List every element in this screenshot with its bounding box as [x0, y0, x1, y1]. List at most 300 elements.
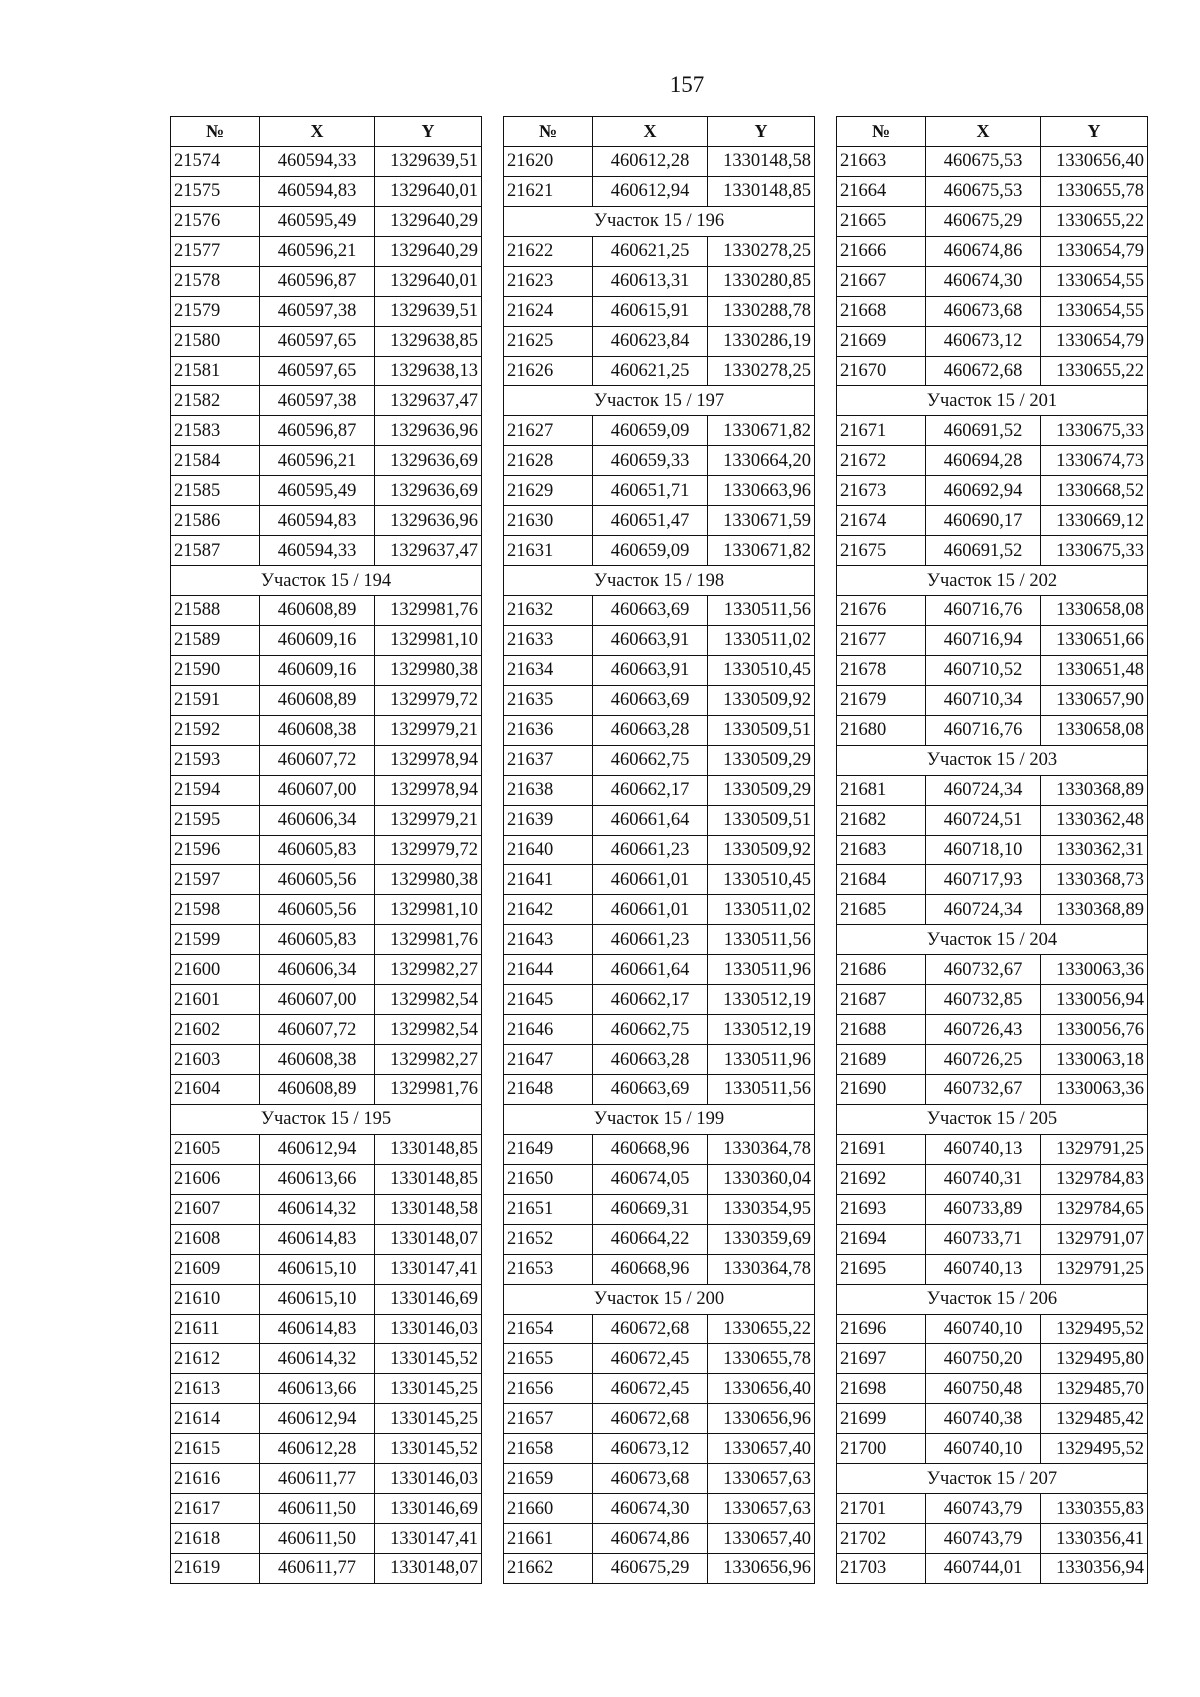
x-coordinate: 460743,79 — [926, 1494, 1041, 1524]
table-row — [171, 805, 482, 835]
section-title: Участок 15 / 201 — [837, 386, 1148, 416]
table-row — [837, 1344, 1148, 1374]
y-coordinate: 1330674,73 — [1041, 446, 1148, 476]
point-number: 21666 — [837, 236, 926, 266]
y-coordinate: 1329979,72 — [375, 835, 482, 865]
point-number: 21692 — [837, 1164, 926, 1194]
y-coordinate: 1330145,25 — [375, 1374, 482, 1404]
y-coordinate: 1330654,55 — [1041, 266, 1148, 296]
x-coordinate: 460612,94 — [593, 176, 708, 206]
point-number: 21576 — [171, 206, 260, 236]
section-row — [837, 1464, 1148, 1494]
table-row — [837, 1494, 1148, 1524]
x-coordinate: 460668,96 — [593, 1254, 708, 1284]
coords-table — [503, 116, 815, 1584]
y-coordinate: 1330148,85 — [375, 1134, 482, 1164]
y-coordinate: 1330368,89 — [1041, 775, 1148, 805]
x-coordinate: 460614,83 — [260, 1224, 375, 1254]
point-number: 21688 — [837, 1015, 926, 1045]
point-number: 21690 — [837, 1075, 926, 1105]
y-coordinate: 1329979,72 — [375, 685, 482, 715]
table-row — [171, 835, 482, 865]
table-row — [171, 955, 482, 985]
coords-table — [170, 116, 482, 1584]
y-coordinate: 1330288,78 — [708, 296, 815, 326]
point-number: 21678 — [837, 655, 926, 685]
y-coordinate: 1329791,07 — [1041, 1224, 1148, 1254]
point-number: 21680 — [837, 715, 926, 745]
coords-column-3 — [836, 116, 1148, 1584]
x-coordinate: 460662,75 — [593, 1015, 708, 1045]
table-row — [504, 1194, 815, 1224]
section-title: Участок 15 / 200 — [504, 1284, 815, 1314]
table-row — [504, 1374, 815, 1404]
x-coordinate: 460662,17 — [593, 985, 708, 1015]
x-coordinate: 460597,65 — [260, 326, 375, 356]
x-coordinate: 460710,34 — [926, 685, 1041, 715]
y-coordinate: 1329640,29 — [375, 236, 482, 266]
y-coordinate: 1330148,07 — [375, 1224, 482, 1254]
page-number: 157 — [669, 72, 705, 97]
table-row — [837, 625, 1148, 655]
section-row — [504, 386, 815, 416]
y-coordinate: 1330675,33 — [1041, 416, 1148, 446]
table-row — [504, 835, 815, 865]
x-coordinate: 460597,65 — [260, 356, 375, 386]
x-coordinate: 460597,38 — [260, 386, 375, 416]
x-coordinate: 460611,50 — [260, 1494, 375, 1524]
point-number: 21605 — [171, 1134, 260, 1164]
header-num: № — [504, 117, 593, 147]
table-row — [837, 326, 1148, 356]
point-number: 21595 — [171, 805, 260, 835]
header-num: № — [837, 117, 926, 147]
y-coordinate: 1330655,78 — [1041, 176, 1148, 206]
table-row — [504, 266, 815, 296]
point-number: 21648 — [504, 1075, 593, 1105]
table-row — [171, 1434, 482, 1464]
point-number: 21625 — [504, 326, 593, 356]
point-number: 21650 — [504, 1164, 593, 1194]
x-coordinate: 460716,94 — [926, 625, 1041, 655]
x-coordinate: 460726,43 — [926, 1015, 1041, 1045]
table-row — [171, 865, 482, 895]
table-row — [171, 1164, 482, 1194]
y-coordinate: 1329636,69 — [375, 446, 482, 476]
y-coordinate: 1329982,54 — [375, 985, 482, 1015]
y-coordinate: 1330657,63 — [708, 1494, 815, 1524]
x-coordinate: 460596,21 — [260, 236, 375, 266]
x-coordinate: 460615,10 — [260, 1284, 375, 1314]
point-number: 21583 — [171, 416, 260, 446]
table-row — [837, 865, 1148, 895]
x-coordinate: 460594,83 — [260, 176, 375, 206]
x-coordinate: 460615,91 — [593, 296, 708, 326]
x-coordinate: 460675,53 — [926, 146, 1041, 176]
y-coordinate: 1330512,19 — [708, 985, 815, 1015]
x-coordinate: 460740,38 — [926, 1404, 1041, 1434]
x-coordinate: 460733,89 — [926, 1194, 1041, 1224]
x-coordinate: 460613,31 — [593, 266, 708, 296]
point-number: 21644 — [504, 955, 593, 985]
table-row — [171, 356, 482, 386]
table-row — [504, 655, 815, 685]
point-number: 21598 — [171, 895, 260, 925]
y-coordinate: 1330148,07 — [375, 1554, 482, 1584]
x-coordinate: 460674,86 — [926, 236, 1041, 266]
table-row — [504, 685, 815, 715]
header-x: X — [926, 117, 1041, 147]
point-number: 21587 — [171, 536, 260, 566]
point-number: 21679 — [837, 685, 926, 715]
table-row — [504, 356, 815, 386]
y-coordinate: 1330509,92 — [708, 685, 815, 715]
point-number: 21632 — [504, 596, 593, 626]
point-number: 21580 — [171, 326, 260, 356]
x-coordinate: 460594,33 — [260, 536, 375, 566]
x-coordinate: 460716,76 — [926, 715, 1041, 745]
y-coordinate: 1330656,96 — [708, 1554, 815, 1584]
table-row — [837, 775, 1148, 805]
table-row — [504, 1075, 815, 1105]
table-row — [171, 1075, 482, 1105]
table-row — [504, 1434, 815, 1464]
x-coordinate: 460661,64 — [593, 805, 708, 835]
table-row — [837, 955, 1148, 985]
point-number: 21655 — [504, 1344, 593, 1374]
x-coordinate: 460661,23 — [593, 925, 708, 955]
y-coordinate: 1330286,19 — [708, 326, 815, 356]
point-number: 21574 — [171, 146, 260, 176]
y-coordinate: 1329639,51 — [375, 296, 482, 326]
y-coordinate: 1330509,29 — [708, 745, 815, 775]
x-coordinate: 460661,01 — [593, 865, 708, 895]
y-coordinate: 1330145,52 — [375, 1434, 482, 1464]
table-row — [837, 895, 1148, 925]
header-num: № — [171, 117, 260, 147]
point-number: 21623 — [504, 266, 593, 296]
y-coordinate: 1329495,80 — [1041, 1344, 1148, 1374]
x-coordinate: 460694,28 — [926, 446, 1041, 476]
y-coordinate: 1330664,20 — [708, 446, 815, 476]
x-coordinate: 460594,33 — [260, 146, 375, 176]
table-row — [504, 1314, 815, 1344]
table-row — [504, 715, 815, 745]
x-coordinate: 460663,69 — [593, 685, 708, 715]
table-row — [504, 1494, 815, 1524]
point-number: 21684 — [837, 865, 926, 895]
y-coordinate: 1330355,83 — [1041, 1494, 1148, 1524]
section-title: Участок 15 / 205 — [837, 1104, 1148, 1134]
point-number: 21670 — [837, 356, 926, 386]
point-number: 21695 — [837, 1254, 926, 1284]
point-number: 21577 — [171, 236, 260, 266]
point-number: 21649 — [504, 1134, 593, 1164]
table-row — [504, 176, 815, 206]
x-coordinate: 460621,25 — [593, 236, 708, 266]
table-row — [504, 1524, 815, 1554]
x-coordinate: 460607,00 — [260, 775, 375, 805]
point-number: 21683 — [837, 835, 926, 865]
section-title: Участок 15 / 202 — [837, 566, 1148, 596]
table-row — [504, 1045, 815, 1075]
point-number: 21682 — [837, 805, 926, 835]
x-coordinate: 460611,77 — [260, 1554, 375, 1584]
point-number: 21596 — [171, 835, 260, 865]
y-coordinate: 1330056,94 — [1041, 985, 1148, 1015]
x-coordinate: 460664,22 — [593, 1224, 708, 1254]
x-coordinate: 460651,71 — [593, 476, 708, 506]
section-title: Участок 15 / 204 — [837, 925, 1148, 955]
table-row — [504, 1464, 815, 1494]
table-row — [504, 625, 815, 655]
point-number: 21662 — [504, 1554, 593, 1584]
point-number: 21694 — [837, 1224, 926, 1254]
table-row — [171, 1045, 482, 1075]
table-row — [837, 835, 1148, 865]
point-number: 21603 — [171, 1045, 260, 1075]
table-row — [837, 1134, 1148, 1164]
y-coordinate: 1329638,13 — [375, 356, 482, 386]
y-coordinate: 1330671,82 — [708, 416, 815, 446]
section-row — [504, 566, 815, 596]
header-row — [504, 117, 815, 147]
section-row — [504, 1284, 815, 1314]
point-number: 21610 — [171, 1284, 260, 1314]
point-number: 21615 — [171, 1434, 260, 1464]
y-coordinate: 1330359,69 — [708, 1224, 815, 1254]
y-coordinate: 1330278,25 — [708, 236, 815, 266]
table-row — [171, 326, 482, 356]
y-coordinate: 1330145,52 — [375, 1344, 482, 1374]
table-row — [837, 1374, 1148, 1404]
table-row — [504, 146, 815, 176]
y-coordinate: 1330657,40 — [708, 1434, 815, 1464]
table-row — [504, 805, 815, 835]
x-coordinate: 460621,25 — [593, 356, 708, 386]
point-number: 21597 — [171, 865, 260, 895]
table-row — [837, 1224, 1148, 1254]
x-coordinate: 460597,38 — [260, 296, 375, 326]
y-coordinate: 1329981,10 — [375, 895, 482, 925]
y-coordinate: 1330511,56 — [708, 925, 815, 955]
point-number: 21613 — [171, 1374, 260, 1404]
point-number: 21630 — [504, 506, 593, 536]
x-coordinate: 460692,94 — [926, 476, 1041, 506]
x-coordinate: 460613,66 — [260, 1374, 375, 1404]
table-row — [171, 715, 482, 745]
header-x: X — [260, 117, 375, 147]
point-number: 21628 — [504, 446, 593, 476]
x-coordinate: 460675,29 — [926, 206, 1041, 236]
y-coordinate: 1330671,82 — [708, 536, 815, 566]
table-row — [504, 925, 815, 955]
y-coordinate: 1330148,58 — [375, 1194, 482, 1224]
y-coordinate: 1329636,69 — [375, 476, 482, 506]
y-coordinate: 1330657,90 — [1041, 685, 1148, 715]
y-coordinate: 1330063,36 — [1041, 1075, 1148, 1105]
x-coordinate: 460612,94 — [260, 1134, 375, 1164]
point-number: 21653 — [504, 1254, 593, 1284]
point-number: 21609 — [171, 1254, 260, 1284]
x-coordinate: 460608,38 — [260, 1045, 375, 1075]
x-coordinate: 460659,33 — [593, 446, 708, 476]
point-number: 21702 — [837, 1524, 926, 1554]
section-title: Участок 15 / 197 — [504, 386, 815, 416]
section-row — [837, 925, 1148, 955]
x-coordinate: 460663,91 — [593, 655, 708, 685]
section-title: Участок 15 / 196 — [504, 206, 815, 236]
point-number: 21676 — [837, 596, 926, 626]
table-row — [504, 1404, 815, 1434]
point-number: 21686 — [837, 955, 926, 985]
header-row — [837, 117, 1148, 147]
y-coordinate: 1330360,04 — [708, 1164, 815, 1194]
y-coordinate: 1329485,42 — [1041, 1404, 1148, 1434]
table-row — [837, 655, 1148, 685]
y-coordinate: 1329784,83 — [1041, 1164, 1148, 1194]
point-number: 21657 — [504, 1404, 593, 1434]
table-row — [504, 775, 815, 805]
y-coordinate: 1329636,96 — [375, 506, 482, 536]
x-coordinate: 460623,84 — [593, 326, 708, 356]
x-coordinate: 460743,79 — [926, 1524, 1041, 1554]
table-row — [171, 1314, 482, 1344]
point-number: 21654 — [504, 1314, 593, 1344]
point-number: 21671 — [837, 416, 926, 446]
table-row — [504, 1224, 815, 1254]
point-number: 21608 — [171, 1224, 260, 1254]
point-number: 21663 — [837, 146, 926, 176]
point-number: 21681 — [837, 775, 926, 805]
point-number: 21669 — [837, 326, 926, 356]
x-coordinate: 460717,93 — [926, 865, 1041, 895]
x-coordinate: 460663,69 — [593, 1075, 708, 1105]
y-coordinate: 1330655,78 — [708, 1344, 815, 1374]
x-coordinate: 460659,09 — [593, 536, 708, 566]
point-number: 21619 — [171, 1554, 260, 1584]
point-number: 21674 — [837, 506, 926, 536]
x-coordinate: 460744,01 — [926, 1554, 1041, 1584]
point-number: 21637 — [504, 745, 593, 775]
point-number: 21620 — [504, 146, 593, 176]
table-row — [171, 266, 482, 296]
table-row — [171, 476, 482, 506]
table-row — [171, 536, 482, 566]
table-row — [171, 1464, 482, 1494]
point-number: 21698 — [837, 1374, 926, 1404]
point-number: 21604 — [171, 1075, 260, 1105]
point-number: 21636 — [504, 715, 593, 745]
point-number: 21582 — [171, 386, 260, 416]
section-title: Участок 15 / 198 — [504, 566, 815, 596]
header-x: X — [593, 117, 708, 147]
y-coordinate: 1330511,56 — [708, 596, 815, 626]
point-number: 21656 — [504, 1374, 593, 1404]
point-number: 21618 — [171, 1524, 260, 1554]
x-coordinate: 460691,52 — [926, 536, 1041, 566]
x-coordinate: 460663,28 — [593, 1045, 708, 1075]
table-row — [171, 506, 482, 536]
y-coordinate: 1330675,33 — [1041, 536, 1148, 566]
point-number: 21689 — [837, 1045, 926, 1075]
y-coordinate: 1329981,76 — [375, 596, 482, 626]
x-coordinate: 460674,86 — [593, 1524, 708, 1554]
y-coordinate: 1330356,94 — [1041, 1554, 1148, 1584]
point-number: 21584 — [171, 446, 260, 476]
table-row — [171, 596, 482, 626]
y-coordinate: 1330509,29 — [708, 775, 815, 805]
section-row — [837, 745, 1148, 775]
point-number: 21659 — [504, 1464, 593, 1494]
x-coordinate: 460661,01 — [593, 895, 708, 925]
x-coordinate: 460710,52 — [926, 655, 1041, 685]
table-row — [171, 895, 482, 925]
table-row — [837, 266, 1148, 296]
point-number: 21585 — [171, 476, 260, 506]
x-coordinate: 460673,12 — [593, 1434, 708, 1464]
point-number: 21599 — [171, 925, 260, 955]
point-number: 21651 — [504, 1194, 593, 1224]
y-coordinate: 1329640,01 — [375, 176, 482, 206]
section-row — [504, 1104, 815, 1134]
y-coordinate: 1330511,96 — [708, 1045, 815, 1075]
x-coordinate: 460675,29 — [593, 1554, 708, 1584]
y-coordinate: 1330658,08 — [1041, 715, 1148, 745]
x-coordinate: 460606,34 — [260, 955, 375, 985]
x-coordinate: 460612,28 — [593, 146, 708, 176]
point-number: 21675 — [837, 536, 926, 566]
section-title: Участок 15 / 199 — [504, 1104, 815, 1134]
table-row — [504, 416, 815, 446]
section-row — [171, 1104, 482, 1134]
table-row — [837, 1164, 1148, 1194]
point-number: 21591 — [171, 685, 260, 715]
y-coordinate: 1329982,27 — [375, 955, 482, 985]
y-coordinate: 1329981,76 — [375, 925, 482, 955]
x-coordinate: 460732,67 — [926, 1075, 1041, 1105]
point-number: 21606 — [171, 1164, 260, 1194]
y-coordinate: 1330356,41 — [1041, 1524, 1148, 1554]
point-number: 21658 — [504, 1434, 593, 1464]
x-coordinate: 460663,28 — [593, 715, 708, 745]
point-number: 21627 — [504, 416, 593, 446]
point-number: 21612 — [171, 1344, 260, 1374]
x-coordinate: 460612,94 — [260, 1404, 375, 1434]
point-number: 21614 — [171, 1404, 260, 1434]
table-row — [171, 446, 482, 476]
x-coordinate: 460716,76 — [926, 596, 1041, 626]
y-coordinate: 1330654,79 — [1041, 326, 1148, 356]
point-number: 21626 — [504, 356, 593, 386]
y-coordinate: 1330511,02 — [708, 625, 815, 655]
y-coordinate: 1330510,45 — [708, 865, 815, 895]
y-coordinate: 1330509,51 — [708, 715, 815, 745]
y-coordinate: 1330148,85 — [708, 176, 815, 206]
point-number: 21667 — [837, 266, 926, 296]
x-coordinate: 460674,30 — [926, 266, 1041, 296]
x-coordinate: 460691,52 — [926, 416, 1041, 446]
x-coordinate: 460672,68 — [926, 356, 1041, 386]
y-coordinate: 1330657,40 — [708, 1524, 815, 1554]
x-coordinate: 460674,05 — [593, 1164, 708, 1194]
x-coordinate: 460740,13 — [926, 1254, 1041, 1284]
table-row — [171, 1554, 482, 1584]
y-coordinate: 1330146,69 — [375, 1284, 482, 1314]
table-row — [837, 1524, 1148, 1554]
table-row — [171, 1494, 482, 1524]
table-row — [837, 536, 1148, 566]
